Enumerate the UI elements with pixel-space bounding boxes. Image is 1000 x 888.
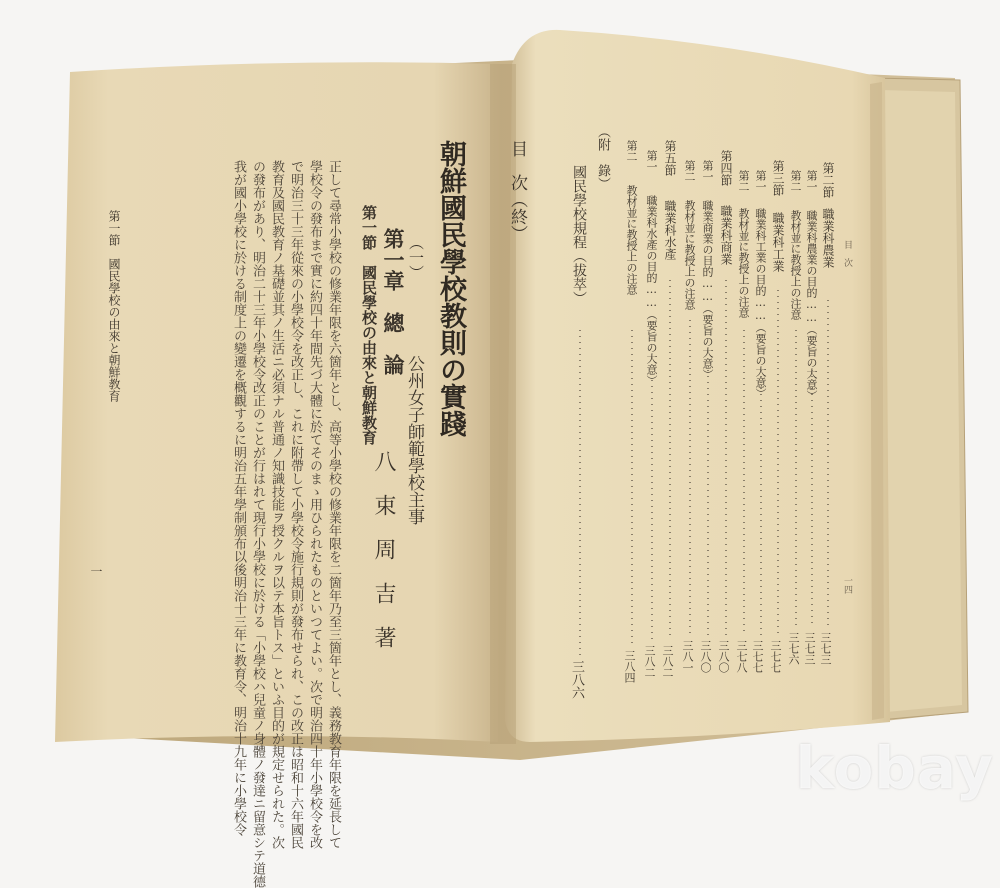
section-heading: 第一節 國民學校の由來と朝鮮教育 <box>360 205 378 445</box>
toc-page-8: 三八〇 <box>699 640 712 673</box>
toc-label-8: 第一 <box>701 160 714 182</box>
toc-label-5: 第一 <box>754 170 767 192</box>
author-title: 公州女子師範學校主事 <box>404 355 424 525</box>
under-page-heading: 目 次 <box>842 240 852 267</box>
toc-page-6: 三七八 <box>735 640 748 673</box>
toc-label-7: 第四節 <box>719 150 733 186</box>
toc-label-1: 第二節 <box>821 162 835 198</box>
subsection-marker: （一） <box>407 235 425 280</box>
toc-page-9: 三八一 <box>681 640 694 673</box>
toc-label-3: 第二 <box>789 170 802 192</box>
chapter-heading: 第一章 總 論 <box>381 228 406 375</box>
toc-title-7: 職業科商業 <box>719 205 733 265</box>
body-line-6: 正して尋常小學校の修業年限を六箇年とし、高等小學校の修業年限を二箇年乃至三箇年とし、義務教育年限を延長して <box>326 160 341 849</box>
toc-label-9: 第二 <box>683 160 696 182</box>
body-line-3: 教育及國民教育ノ基礎並其ノ生活ニ必須ナル普通ノ知識技能ヲ授クルヲ以テ本旨トス」といふ目的が規定せられた。次 <box>269 160 284 849</box>
toc-page-4: 三七七 <box>769 640 782 673</box>
toc-page-5: 三七七 <box>751 640 764 673</box>
toc-title-1: 職業科農業 <box>821 208 835 268</box>
toc-label-4: 第三節 <box>771 160 785 196</box>
book-title: 朝鮮國民學校教則の實踐 <box>435 140 466 437</box>
watermark-logo: kobay <box>795 734 994 802</box>
toc-title-4: 職業科工業 <box>771 212 785 272</box>
toc-page-1: 三七三 <box>819 632 832 665</box>
toc-title-3: 教材並に教授上の注意 <box>789 210 802 320</box>
toc-title-12: 教材並に教授上の注意 <box>625 185 638 295</box>
toc-heading: 目 次（終） <box>507 140 527 242</box>
toc-page-12: 三八四 <box>623 650 636 683</box>
running-head: 第一節 國民學校の由來と朝鮮教育 <box>107 210 121 402</box>
toc-title-2: 職業科農業の目的……（要旨の大意） <box>805 210 818 401</box>
body-line-2: の發布があり、明治二十三年小學校令改正のことが行はれて現行小學校に於ける「小學校ハ兒童ノ身體ノ發達ニ留意シテ道德 <box>250 160 265 888</box>
toc-label-13: （附 錄） <box>595 125 610 190</box>
under-page-number: 一四 <box>842 576 852 594</box>
toc-page-2: 三七三 <box>803 632 816 665</box>
body-line-4: で明治三十三年從來の小學校令を改正し、これに附帶して小學校令施行規則が發布せられ、この改正は昭和十六年國民 <box>288 160 303 849</box>
toc-title-5: 職業科工業の目的……（要旨の大意） <box>754 208 767 399</box>
toc-label-2: 第一 <box>805 170 818 192</box>
toc-page-10: 三八二 <box>661 645 674 678</box>
toc-label-11: 第一 <box>645 150 658 172</box>
toc-page-13: 三八六 <box>569 660 584 699</box>
page-number: 一 <box>89 565 103 577</box>
toc-title-13: 國民學校規程（拔萃） <box>571 165 587 305</box>
body-line-5: 學校令の發布まで實に約四十年間先づ大體に於てそのまゝ用ひられたものといつてよい。次で明治四十年小學校令を改 <box>307 160 322 849</box>
toc-title-9: 教材並に教授上の注意 <box>683 200 696 310</box>
body-line-1: 我が國小學校に於ける制度上の變遷を概觀するに明治五年學制頒布以後明治十三年に教育令、明治十九年に小學校令 <box>231 160 246 836</box>
toc-title-8: 職業商業の目的……（要旨の大意） <box>701 200 714 380</box>
author-name: 八 束 周 吉 著 <box>371 450 396 648</box>
toc-page-7: 三八〇 <box>717 640 730 673</box>
toc-label-12: 第二 <box>625 140 638 162</box>
right-page <box>505 30 890 742</box>
toc-title-10: 職業科水產 <box>663 200 677 260</box>
toc-title-11: 職業科水產の目的……（要旨の大意） <box>645 195 658 386</box>
toc-page-11: 三八二 <box>643 645 656 678</box>
toc-title-6: 教材並に教授上の注意 <box>737 208 750 318</box>
toc-page-3: 三七六 <box>787 632 800 665</box>
toc-label-10: 第五節 <box>663 140 677 176</box>
toc-label-6: 第二 <box>737 170 750 192</box>
